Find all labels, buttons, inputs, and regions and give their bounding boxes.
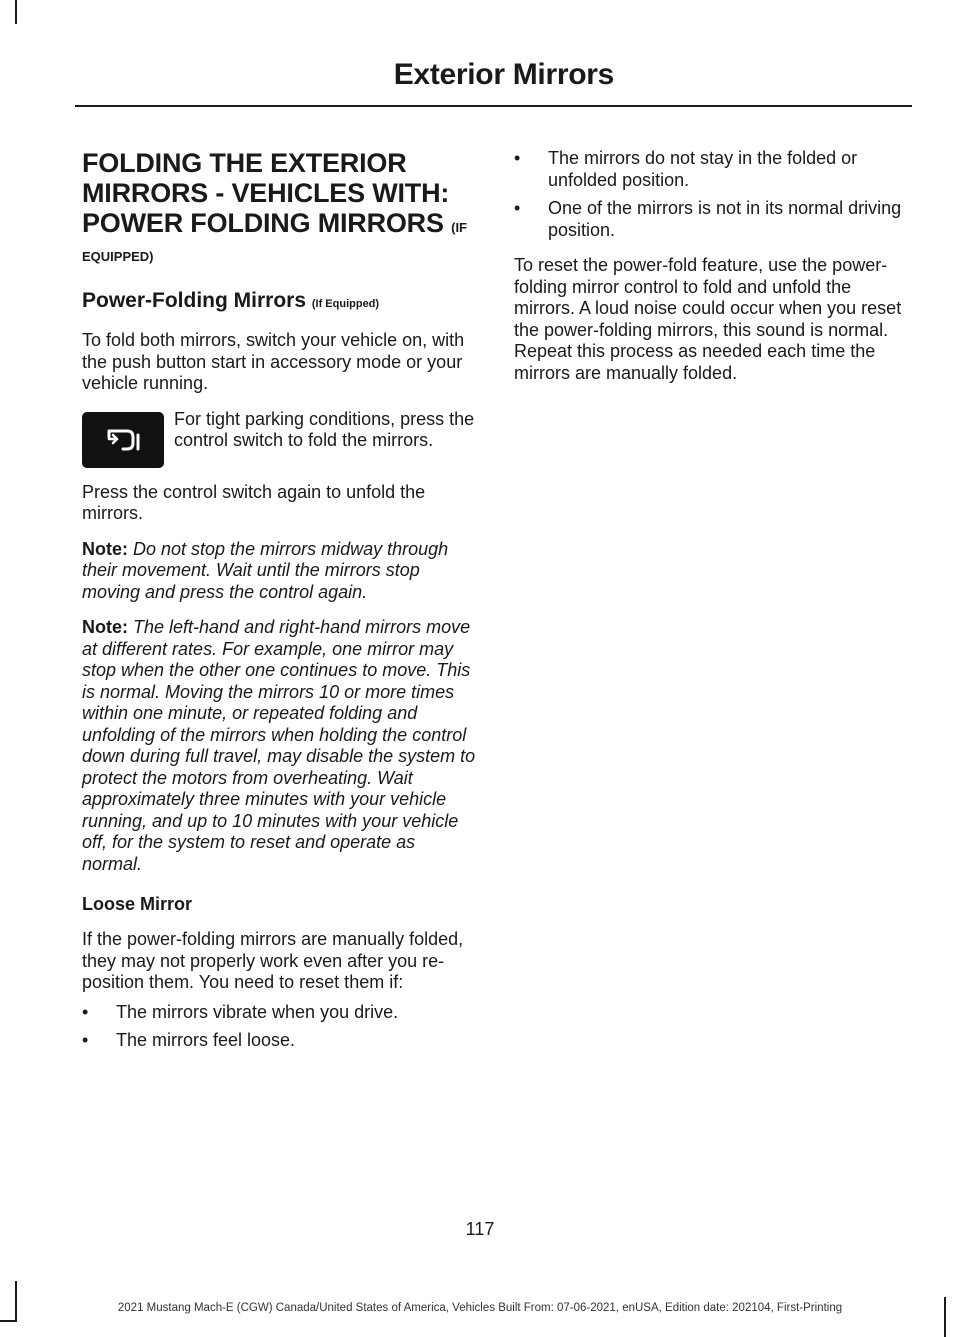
section-heading-text: FOLDING THE EXTERIOR MIRRORS - VEHICLES WITH: POWER FOLDING MIRRORS: [82, 148, 450, 238]
note-2-text: The left-hand and right-hand mirrors move at different rates. For example, one mirror may stop when the other one continues to move. This is normal. Moving the mirrors 10 or more times within one minute, or repeated folding and unfolding of the mirrors when holding the control down during full travel, may disable the system to protect the motors from overheating. Wait approximately three minutes with your vehicle running, and up to 10 minutes with your vehicle off, for the system to reset and operate as normal.: [82, 617, 476, 874]
left-column: [82, 148, 476, 1052]
unfold-paragraph: Press the control switch again to unfold the mirrors.: [82, 481, 426, 523]
section-heading-qualifier: (IF: [451, 220, 467, 235]
page-footer: 2021 Mustang Mach-E (CGW) Canada/United States of America, Vehicles Built From: 07-06-2021, enUSA, Edition date: 202104, First-Printing: [117, 1302, 843, 1314]
subheading-text: Power-Folding Mirrors: [82, 289, 307, 312]
note-1-text: Do not stop the mirrors midway through their movement. Wait until the mirrors stop moving and press the control again.: [82, 538, 449, 602]
note-2: [82, 617, 476, 875]
crop-mark-bottom-left-h: [0, 1320, 17, 1322]
mirror-fold-icon-glyph: [103, 425, 143, 455]
subheading: [82, 289, 476, 316]
right-column: [514, 148, 910, 384]
list-item: [514, 198, 910, 241]
subheading-qualifier: (If Equipped): [311, 298, 380, 310]
note-1: [82, 539, 476, 604]
page-number: 117: [465, 1219, 495, 1239]
section-heading-qualifier-tail: EQUIPPED): [82, 249, 154, 264]
header-rule: [75, 105, 912, 107]
list-item: [514, 148, 910, 191]
list-item-text: The mirrors feel loose.: [116, 1030, 296, 1050]
mirror-fold-icon: [82, 412, 164, 468]
intro-paragraph: To fold both mirrors, switch your vehicle on, with the push button start in accessory mode or your vehicle running.: [82, 330, 465, 393]
list-item: [82, 1002, 476, 1024]
reset-paragraph: To reset the power-fold feature, use the power-folding mirror control to fold and unfold the mirrors. A loud noise could occur when you reset the power-folding mirrors, this sound is normal. Repeat this process as needed each time the mirrors are manually folded.: [514, 255, 902, 383]
note-1-label: Note:: [82, 538, 128, 559]
loose-mirror-heading: Loose Mirror: [82, 894, 193, 914]
list-item-text: The mirrors do not stay in the folded or unfolded position.: [548, 148, 858, 190]
list-item: [82, 1030, 476, 1052]
loose-mirror-intro: If the power-folding mirrors are manually folded, they may not properly work even after you re-position them. You need to reset them if:: [82, 929, 464, 992]
crop-mark-top-left: [15, 0, 17, 24]
icon-instruction-text: For tight parking conditions, press the control switch to fold the mirrors.: [174, 408, 475, 450]
page-header-title: Exterior Mirrors: [393, 58, 614, 91]
crop-mark-bottom-left: [15, 1281, 17, 1321]
loose-mirror-list-left: [82, 1002, 476, 1052]
list-item-text: The mirrors vibrate when you drive.: [116, 1001, 399, 1022]
note-2-label: Note:: [82, 617, 128, 637]
loose-mirror-list-right: [514, 148, 910, 241]
bullet: •: [514, 148, 521, 168]
list-item-text: One of the mirrors is not in its normal driving position.: [548, 198, 902, 240]
bullet: •: [82, 1030, 89, 1050]
bullet: •: [514, 198, 521, 218]
section-heading: [82, 148, 476, 243]
icon-instruction: [82, 409, 476, 468]
bullet: •: [82, 1001, 89, 1022]
